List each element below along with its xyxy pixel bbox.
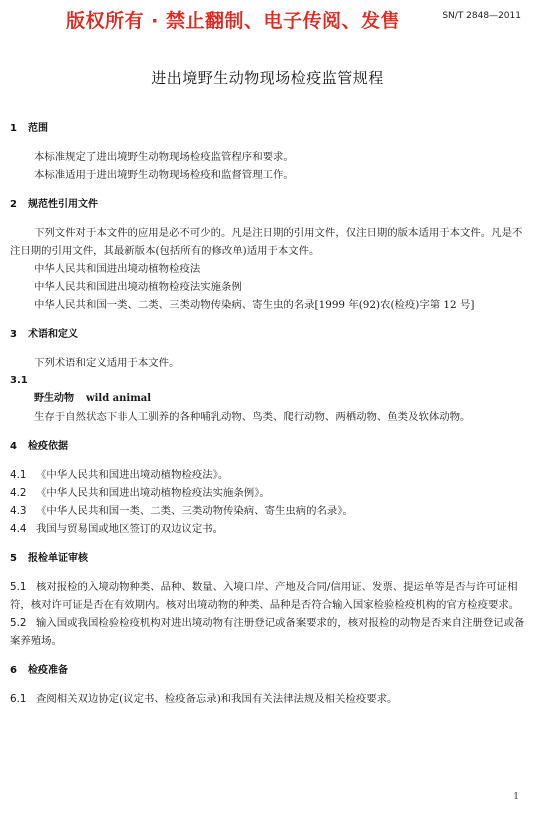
section-title: 范围 <box>28 123 48 134</box>
clause-number: 4.1 <box>10 469 27 481</box>
section-number: 6 <box>10 665 17 676</box>
section-title: 检疫准备 <box>28 665 68 676</box>
clause-item <box>10 520 525 538</box>
section-number: 5 <box>10 553 17 564</box>
section-3-heading <box>10 326 525 344</box>
clause-text: 输入国或我国检验检疫机构对进出境动物有注册登记或备案要求的，核对报检的动物是否来自注册登记或备案养殖场。 <box>10 617 525 647</box>
section-number: 4 <box>10 441 17 452</box>
paragraph: 本标准规定了进出境野生动物现场检疫监管程序和要求。 <box>34 151 294 163</box>
reference-item: 中华人民共和国进出境动植物检疫法实施条例 <box>34 281 242 293</box>
section-4-heading <box>10 438 525 456</box>
term-entry <box>10 390 525 408</box>
reference-item: 中华人民共和国一类、二类、三类动物传染病、寄生虫的名录[1999 年(92)农(检疫)字第 12 号] <box>34 299 475 311</box>
clause-item <box>10 466 525 484</box>
section-1-heading <box>10 120 525 138</box>
clause-number: 5.2 <box>10 617 27 629</box>
paragraph: 下列文件对于本文件的应用是必不可少的。凡是注日期的引用文件，仅注日期的版本适用于本文件。凡是不注日期的引用文件，其最新版本(包括所有的修改单)适用于本文件。 <box>10 227 523 257</box>
section-2-heading <box>10 196 525 214</box>
clause-item <box>10 502 525 520</box>
standard-code: SN/T 2848—2011 <box>442 11 521 21</box>
clause-number: 5.1 <box>10 581 27 593</box>
section-number: 1 <box>10 123 17 134</box>
term-chinese: 野生动物 <box>34 393 74 404</box>
paragraph: 本标准适用于进出境野生动物现场检疫和监督管理工作。 <box>34 169 294 181</box>
section-number: 3 <box>10 329 17 340</box>
paragraph: 下列术语和定义适用于本文件。 <box>34 357 180 369</box>
clause-item <box>10 614 525 650</box>
clause-text: 我国与贸易国或地区签订的双边议定书。 <box>36 523 224 535</box>
reference-item: 中华人民共和国进出境动植物检疫法 <box>34 263 201 275</box>
section-title: 术语和定义 <box>28 329 78 340</box>
section-number: 2 <box>10 199 17 210</box>
page-number: 1 <box>513 792 519 802</box>
term-definition: 生存于自然状态下非人工驯养的各种哺乳动物、鸟类、爬行动物、两栖动物、鱼类及软体动物。 <box>34 411 471 423</box>
clause-text: 《中华人民共和国进出境动植物检疫法》。 <box>36 469 229 481</box>
clause-text: 《中华人民共和国一类、二类、三类动物传染病、寄生虫病的名录》。 <box>36 505 353 517</box>
section-6-heading <box>10 662 525 680</box>
clause-number: 6.1 <box>10 693 27 705</box>
term-english: wild animal <box>86 393 152 404</box>
clause-number: 4.4 <box>10 523 27 535</box>
clause-text: 核对报检的入境动物种类、品种、数量、入境口岸、产地及合同/信用证、发票、提运单等是否与许可证相符，核对许可证是否在有效期内。核对出境动物的种类、品种是否符合输入国家检验检疫机构的官方检疫要求。 <box>10 581 520 611</box>
clause-text: 《中华人民共和国进出境动植物检疫法实施条例》。 <box>36 487 270 499</box>
clause-item <box>10 578 525 614</box>
document-title: 进出境野生动物现场检疫监管规程 <box>151 69 384 87</box>
section-5-heading <box>10 550 525 568</box>
clause-number: 4.3 <box>10 505 27 517</box>
clause-item <box>10 690 525 708</box>
clause-text: 查阅相关双边协定(议定书、检疫备忘录)和我国有关法律法规及相关检疫要求。 <box>36 693 398 705</box>
clause-item <box>10 484 525 502</box>
section-title: 报检单证审核 <box>28 553 88 564</box>
copyright-watermark: 版权所有 · 禁止翻制、电子传阅、发售 <box>66 10 400 32</box>
term-number: 3.1 <box>10 375 28 386</box>
document-body <box>10 120 525 708</box>
section-title: 检疫依据 <box>28 441 68 452</box>
section-title: 规范性引用文件 <box>28 199 98 210</box>
clause-number: 4.2 <box>10 487 27 499</box>
